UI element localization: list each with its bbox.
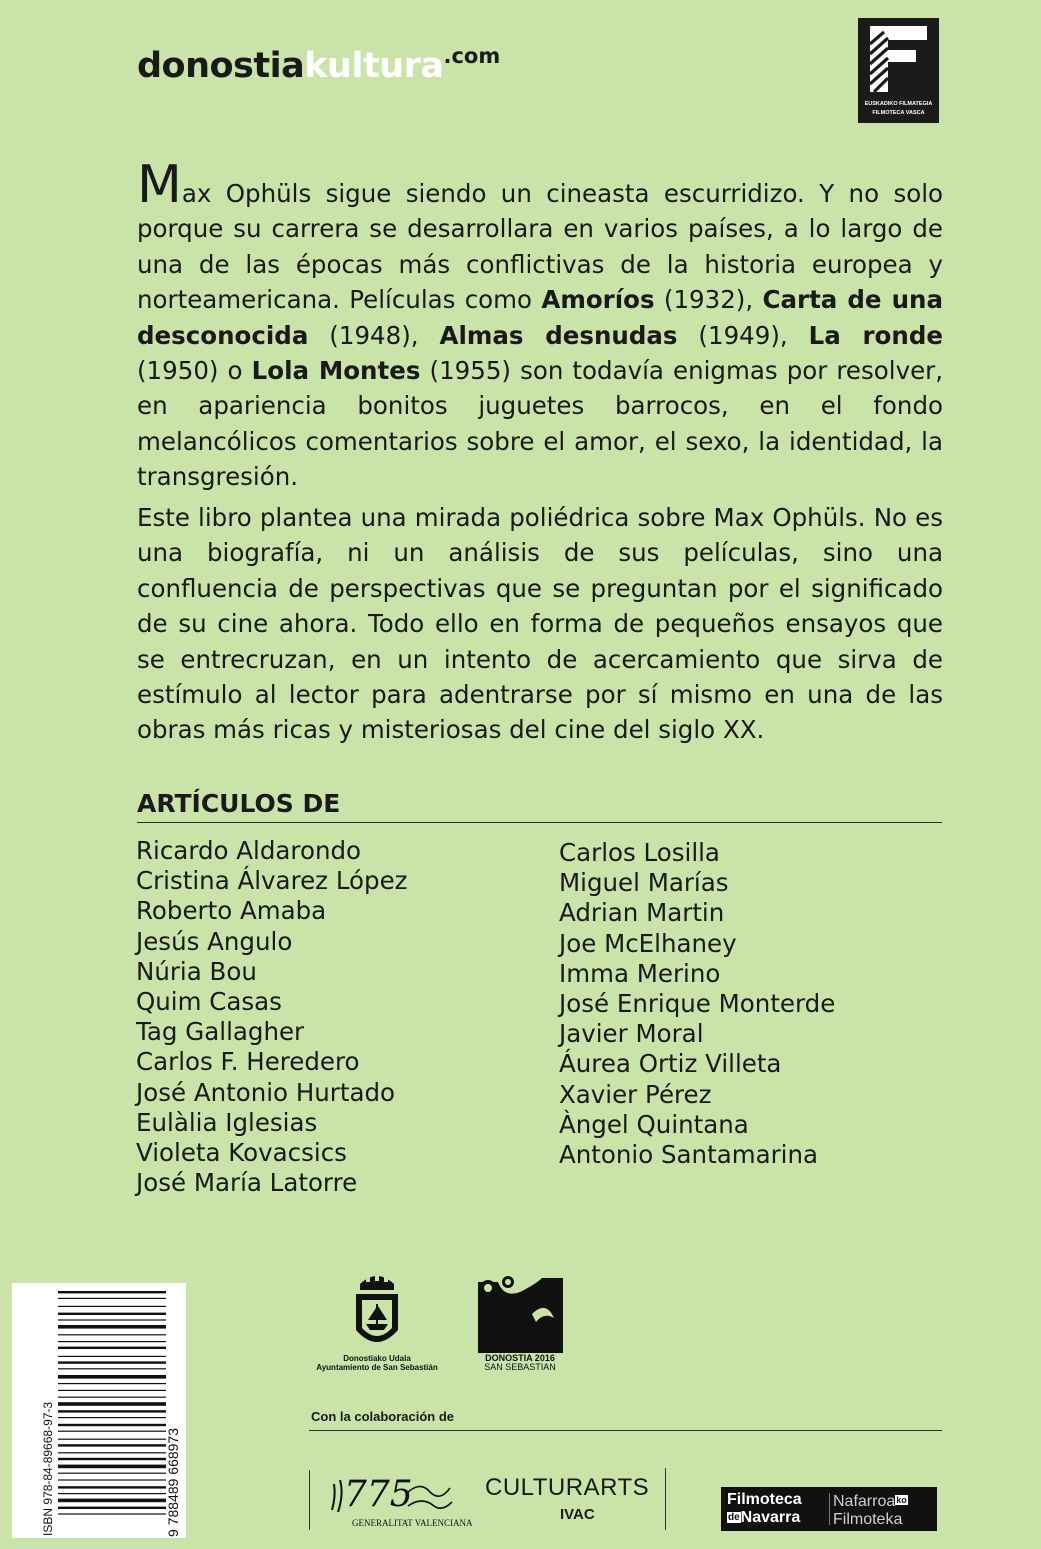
- barcode-bar: [58, 1402, 166, 1406]
- author-name: Eulàlia Iglesias: [136, 1107, 318, 1137]
- site-logo-part-donostia: donostia: [137, 46, 305, 86]
- barcode-bar: [58, 1375, 166, 1379]
- barcode-bar: [58, 1499, 166, 1503]
- ayuntamiento-caption-2: Ayuntamiento de San Sebastián: [316, 1363, 438, 1372]
- film-title: Amoríos: [541, 285, 655, 315]
- ayuntamiento-caption-1: Donostiako Udala: [343, 1354, 411, 1363]
- barcode-bar: [58, 1513, 166, 1514]
- barcode-bar: [58, 1334, 166, 1335]
- filmoteca-navarra-divider: [829, 1493, 830, 1525]
- author-name: Xavier Pérez: [559, 1079, 712, 1109]
- author-name: Carlos F. Heredero: [136, 1047, 360, 1077]
- author-name: Miguel Marías: [559, 868, 729, 898]
- logo-separator: [309, 1470, 310, 1530]
- filmoteca-navarra-ko: ko: [896, 1495, 907, 1505]
- author-name: José María Latorre: [136, 1168, 358, 1198]
- filmoteca-navarra-right2: Filmoteka: [833, 1511, 903, 1528]
- barcode-bar: [58, 1397, 166, 1398]
- film-title: Carta de una desconocida: [137, 285, 943, 350]
- barcode-bar: [58, 1341, 166, 1342]
- barcode-bar: [58, 1479, 166, 1480]
- author-name: Núria Bou: [136, 956, 257, 986]
- author-name: Antonio Santamarina: [559, 1140, 819, 1170]
- donostia-2016-caption-2: SAN SEBASTIAN: [484, 1362, 556, 1372]
- site-logo-part-com: .com: [443, 44, 501, 68]
- barcode-bar: [58, 1319, 166, 1320]
- barcode-bar: [58, 1313, 166, 1315]
- author-name: Imma Merino: [559, 958, 721, 988]
- intro-text: (1948),: [308, 320, 440, 350]
- barcode-bar: [58, 1458, 166, 1460]
- filmoteca-navarra-right: [833, 1491, 908, 1529]
- site-logo-part-kultura: kultura: [304, 46, 444, 86]
- author-name: Carlos Losilla: [559, 838, 720, 867]
- generalitat-number: 775: [344, 1474, 413, 1515]
- barcode-graphic: [12, 1283, 186, 1538]
- film-title: Lola Montes: [251, 356, 421, 386]
- film-title: La ronde: [808, 320, 943, 350]
- barcode-bar: [58, 1507, 166, 1509]
- filmoteca-f-icon: [870, 26, 927, 92]
- filmoteca-navarra-right1: Nafarroa: [833, 1493, 896, 1510]
- barcode-bar: [58, 1291, 166, 1293]
- filmoteca-caption-1: EUSKADIKO FILMATEGIA: [864, 101, 933, 107]
- generalitat-valenciana-logo: [330, 1466, 473, 1530]
- barcode-bar: [58, 1439, 166, 1440]
- barcode-bar: [58, 1493, 166, 1494]
- film-title: Almas desnudas: [439, 320, 678, 350]
- barcode-bar: [58, 1361, 166, 1363]
- barcode-bar: [58, 1410, 166, 1412]
- barcode-bar: [58, 1368, 166, 1369]
- filmoteca-navarra-left: [727, 1491, 802, 1527]
- barcode-bar: [58, 1306, 166, 1307]
- author-name: José Antonio Hurtado: [136, 1077, 396, 1107]
- filmoteca-navarra-line1: Filmoteca: [727, 1491, 802, 1508]
- filmoteca-navarra-line2: Navarra: [740, 1509, 801, 1526]
- articles-heading: ARTÍCULOS DE: [137, 789, 942, 823]
- author-name: Jesús Angulo: [136, 926, 293, 956]
- barcode-bar: [58, 1486, 166, 1488]
- authors-column-2: [559, 838, 835, 1170]
- isbn-barcode: [12, 1283, 186, 1538]
- donostia-2016-caption-1: DONOSTIA 2016: [485, 1353, 555, 1363]
- filmoteca-navarra-logo: [721, 1487, 937, 1531]
- intro-text: (1955) son todavía enigmas por resolver, en apariencia bonitos juguetes barrocos, en el fondo melancólicos comentarios sobre el amor, el sexo, la identidad, la transgresión.: [137, 356, 943, 492]
- barcode-bar: [58, 1444, 166, 1446]
- barcode-bar: [58, 1325, 166, 1329]
- barcode-bar: [58, 1452, 166, 1453]
- filmoteca-vasca-logo: [858, 18, 939, 123]
- ivac-logo: IVAC: [560, 1506, 595, 1523]
- author-name: Àngel Quintana: [559, 1109, 749, 1139]
- collaboration-divider: [309, 1430, 942, 1431]
- author-name: Adrian Martin: [559, 898, 725, 928]
- author-name: Roberto Amaba: [136, 896, 327, 926]
- barcode-bar: [58, 1383, 166, 1384]
- barcode-bar: [58, 1465, 166, 1469]
- barcode-bar: [58, 1390, 166, 1391]
- filmoteca-navarra-de: de: [728, 1512, 740, 1523]
- authors-column-1: [136, 836, 408, 1198]
- author-name: Quim Casas: [136, 987, 282, 1017]
- site-logo: [137, 44, 500, 86]
- barcode-bar: [58, 1298, 166, 1299]
- logo-separator: [665, 1468, 666, 1530]
- intro-text: (1932),: [654, 285, 763, 315]
- barcode-digits: 9 788489 668973: [165, 1428, 181, 1537]
- barcode-bar: [58, 1347, 166, 1349]
- drop-cap: M: [137, 155, 182, 215]
- intro-text: ax Ophüls sigue siendo un cineasta escurridizo. Y no solo porque su carrera se desarrollara en varios países, a lo largo de una de las épocas más conflictivas de la historia europea y norteamericana. Películas como: [137, 179, 943, 315]
- barcode-bar: [58, 1417, 166, 1418]
- author-name: Ricardo Aldarondo: [136, 836, 362, 865]
- barcode-bar: [58, 1431, 166, 1432]
- generalitat-caption: GENERALITAT VALENCIANA: [352, 1518, 473, 1528]
- ayuntamiento-crest-icon: [352, 1270, 402, 1354]
- author-name: Áurea Ortiz Villeta: [559, 1049, 782, 1079]
- filmoteca-caption-2: FILMOTECA VASCA: [872, 110, 925, 116]
- barcode-bar: [58, 1424, 166, 1426]
- author-name: Javier Moral: [559, 1019, 704, 1049]
- barcode-bar: [58, 1473, 166, 1474]
- intro-text: (1950) o: [137, 356, 252, 386]
- author-name: Tag Gallagher: [136, 1017, 305, 1047]
- generalitat-775-icon: [330, 1466, 473, 1530]
- author-name: Violeta Kovacsics: [136, 1138, 347, 1168]
- second-paragraph: Este libro plantea una mirada poliédrica sobre Max Ophüls. No es una biografía, ni un análisis de sus películas, sino una confluencia de perspectivas que se preguntan por el significado de su cine ahora. Todo ello en forma de pequeños ensayos que se entrecruzan, en un intento de acercamiento que sirva de estímulo al lector para adentrarse por sí mismo en una de las obras más ricas y misteriosas del cine del siglo XX.: [137, 503, 943, 745]
- barcode-bar: [58, 1356, 166, 1357]
- culturarts-logo: CULTURARTS: [485, 1474, 650, 1501]
- intro-paragraph: [137, 155, 943, 495]
- donostia-2016-logo-icon: [478, 1278, 563, 1353]
- author-name: José Enrique Monterde: [559, 989, 836, 1019]
- collaboration-label: Con la colaboración de: [311, 1409, 455, 1424]
- author-name: Joe McElhaney: [559, 928, 737, 958]
- author-name: Cristina Álvarez López: [136, 866, 408, 896]
- intro-text: (1949),: [677, 320, 809, 350]
- isbn-text: ISBN 978-84-89668-97-3: [41, 1401, 55, 1536]
